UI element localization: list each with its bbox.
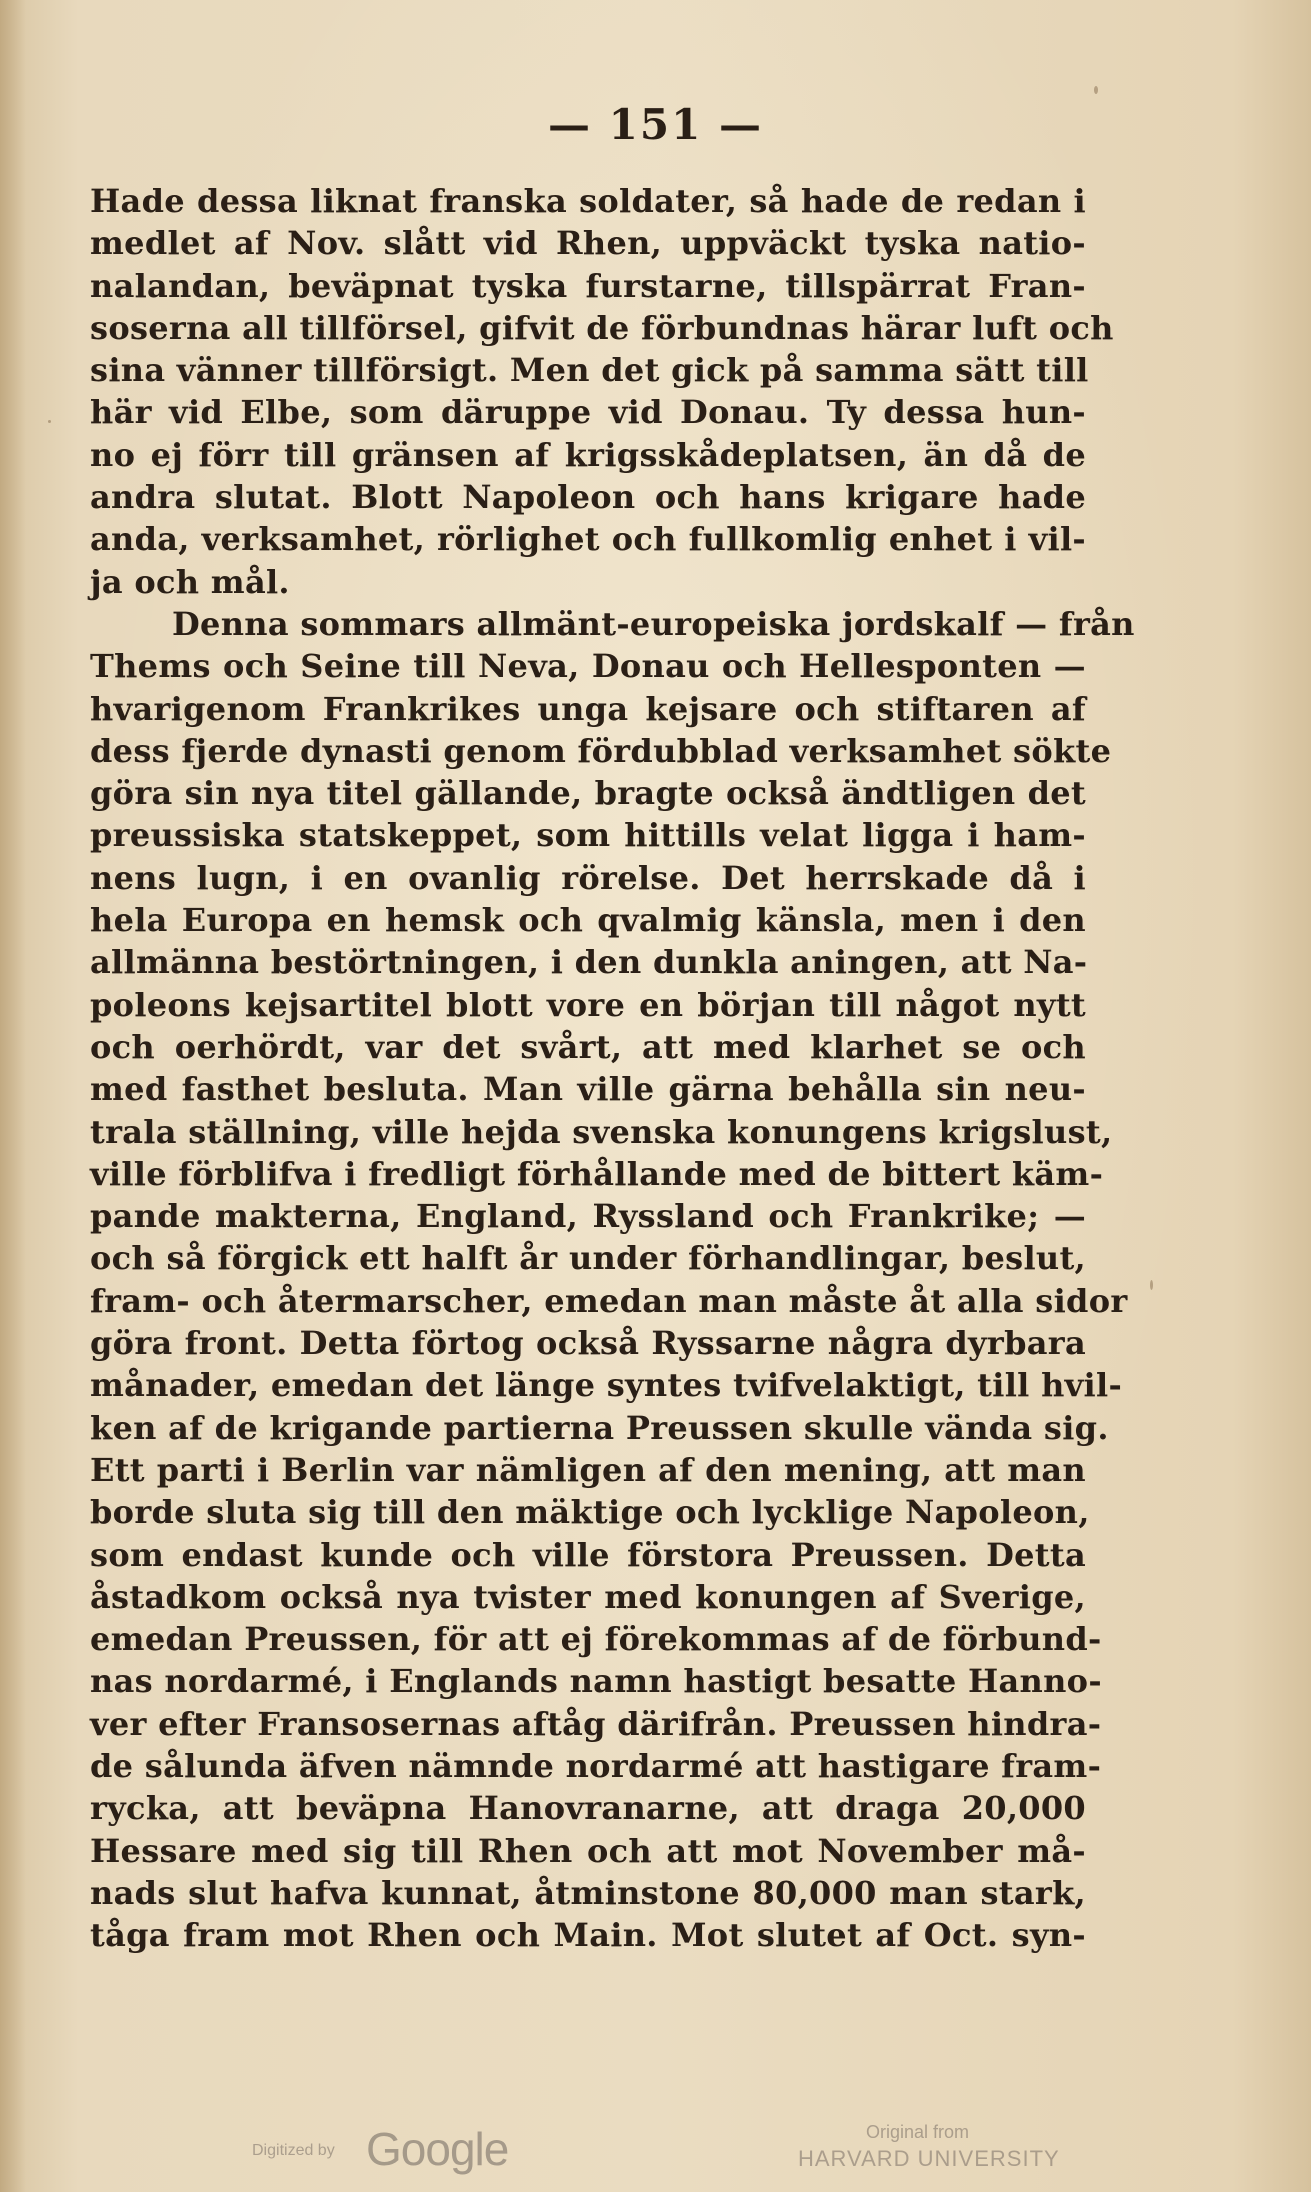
page-binding-edge (0, 0, 26, 2192)
text-line: ken af de krigande partierna Preussen skulle vända sig. (90, 1408, 1109, 1447)
text-line: nens lugn, i en ovanlig rörelse. Det herrskade då i (90, 858, 1086, 897)
text-line: som endast kunde och ville förstora Preussen. Detta (90, 1535, 1086, 1574)
text-line: göra front. Detta förtog också Ryssarne några dyrbara (90, 1324, 1086, 1363)
text-line: göra sin nya titel gällande, bragte också ändtligen det (90, 774, 1086, 813)
paragraph-start-line: Denna sommars allmänt-europeiska jordskalf — från (172, 604, 1135, 643)
text-line: fram- och återmarscher, emedan man måste åt alla sidor (90, 1281, 1128, 1320)
text-line: och så förgick ett halft år under förhandlingar, beslut, (90, 1239, 1086, 1278)
text-line: soserna all tillförsel, gifvit de förbundnas härar luft och (90, 308, 1114, 347)
text-line: allmänna bestörtningen, i den dunkla aningen, att Na- (90, 943, 1088, 982)
text-line: Thems och Seine till Neva, Donau och Hellesponten — (90, 647, 1086, 686)
text-line: borde sluta sig till den mäktige och lycklige Napoleon, (90, 1493, 1090, 1532)
text-line: nads slut hafva kunnat, åtminstone 80,000 man stark, (90, 1873, 1086, 1912)
digitized-by-label: Digitized by (252, 2142, 335, 2159)
text-line: dess fjerde dynasti genom fördubblad verksamhet sökte (90, 731, 1112, 770)
text-line: hvarigenom Frankrikes unga kejsare och stiftaren af (90, 689, 1086, 728)
google-watermark: Google (366, 2123, 509, 2175)
original-from-label: Original from (866, 2122, 970, 2142)
text-line: medlet af Nov. slått vid Rhen, uppväckt tyska natio- (90, 224, 1086, 263)
text-line: åstadkom också nya tvister med konungen af Sverige, (90, 1577, 1086, 1616)
text-line: ver efter Fransosernas aftåg därifrån. Preussen hindra- (90, 1704, 1102, 1743)
text-line: nalandan, beväpnat tyska furstarne, tillspärrat Fran- (90, 266, 1086, 305)
library-watermark: HARVARD UNIVERSITY (798, 2146, 1060, 2171)
text-line: pande makterna, England, Ryssland och Frankrike; — (90, 1197, 1086, 1236)
text-line: andra slutat. Blott Napoleon och hans krigare hade (90, 478, 1086, 517)
text-line: med fasthet besluta. Man ville gärna behålla sin neu- (90, 1070, 1086, 1109)
text-line: emedan Preussen, för att ej förekommas af de förbund- (90, 1620, 1102, 1659)
text-line: Hade dessa liknat franska soldater, så hade de redan i (90, 182, 1086, 220)
text-line: Ett parti i Berlin var nämligen af den mening, att man (90, 1450, 1086, 1489)
text-line: här vid Elbe, som däruppe vid Donau. Ty dessa hun- (90, 393, 1086, 432)
foxing-spot (48, 420, 51, 423)
text-line: tåga fram mot Rhen och Main. Mot slutet af Oct. syn- (90, 1916, 1086, 1955)
text-line: anda, verksamhet, rörlighet och fullkomlig enhet i vil- (90, 520, 1086, 559)
text-line: hela Europa en hemsk och qvalmig känsla, men i den (90, 901, 1086, 940)
text-line: preussiska statskeppet, som hittills velat ligga i ham- (90, 816, 1086, 855)
page-number: — 151 — (548, 100, 763, 149)
foxing-spot (1150, 1280, 1153, 1290)
foxing-spot (1094, 86, 1098, 94)
text-line: nas nordarmé, i Englands namn hastigt besatte Hanno- (90, 1662, 1102, 1701)
text-line: Hessare med sig till Rhen och att mot November må- (90, 1831, 1086, 1870)
text-line: sina vänner tillförsigt. Men det gick på samma sätt till (90, 351, 1089, 390)
text-line: ja och mål. (90, 562, 290, 601)
scan-footer (0, 2112, 1311, 2192)
text-line: poleons kejsartitel blott vore en början till något nytt (90, 985, 1086, 1024)
text-line: ville förblifva i fredligt förhållande med de bittert käm- (90, 1154, 1104, 1193)
text-line: månader, emedan det länge syntes tvifvelaktigt, till hvil- (90, 1366, 1123, 1405)
text-line: och oerhördt, var det svårt, att med klarhet se och (90, 1027, 1086, 1066)
text-line: no ej förr till gränsen af krigsskådeplatsen, än då de (90, 435, 1086, 474)
body-text (90, 180, 1135, 1956)
text-line: rycka, att beväpna Hanovranarne, att draga 20,000 (90, 1789, 1086, 1828)
text-line: de sålunda äfven nämnde nordarmé att hastigare fram- (90, 1746, 1102, 1785)
text-line: trala ställning, ville hejda svenska konungens krigslust, (90, 1112, 1113, 1151)
